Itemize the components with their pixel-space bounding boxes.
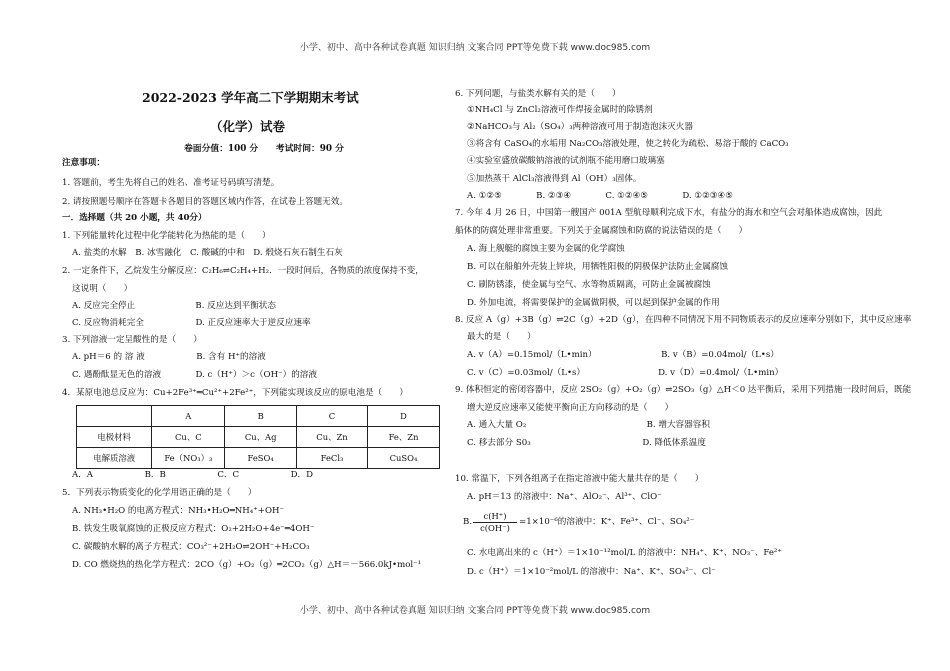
answer-line: B. 铁发生吸氧腐蚀的正极反应方程式：O₂+2H₂O+4e⁻═4OH⁻ [72,524,315,534]
table-row [77,448,440,469]
question-line: 2. 一定条件下，乙烷发生分解反应：C₂H₆⇌C₂H₄+H₂．一段时间后，各物质的浓度保持不变， [62,266,424,276]
table-cell: Fe、Zn [368,427,440,448]
exam-info: 卷面分值：100 分 考试时间：90 分 [184,144,344,154]
battery-table [76,405,440,469]
fraction-denominator: c(OH⁻) [480,523,510,533]
question-line: 6. 下列问题，与盐类水解有关的是（ ） [455,89,621,99]
answer-line: A. NH₃•H₂O 的电离方程式：NH₃•H₂O═NH₄⁺+OH⁻ [72,506,285,516]
footer-banner: 小学、初中、高中各种试卷真题 知识归纳 文案合同 PPT等免费下载 www.doc985.com [299,606,651,616]
table-cell: Cu、Zn [296,427,367,448]
statement-line: ②NaHCO₃与 Al₂（SO₄）₃两种溶液可用于制造泡沫灭火器 [467,122,693,132]
answer-line: C. 移去部分 S0₃ D. 降低体系温度 [467,438,706,448]
table-header-row [77,406,440,427]
question-line: 10. 常温下，下列各组离子在指定溶液中能大量共存的是（ ） [455,474,704,484]
fraction-numerator: c(H⁺) [473,511,517,523]
table-cell: A [152,406,225,427]
question-line: 增大逆反应速率又能使平衡向正方向移动的是（ ） [467,403,674,413]
answer-line: B. 可以在船舶外壳装上锌块，用牺牲阳极的阴极保护法防止金属腐蚀 [467,262,728,272]
answer-line: A. pH＝13 的溶液中：Na⁺、AlO₂⁻、Al³⁺、ClO⁻ [467,492,662,502]
note-item: 1. 答题前，考生先将自己的姓名、准考证号码填写清楚。 [62,178,280,188]
question-line: 5．下列表示物质变化的化学用语正确的是（ ） [62,488,257,498]
answer-prefix: B. [463,517,473,527]
answer-line: C. 反应物消耗完全 D. 正反应速率大于逆反应速率 [72,318,311,328]
statement-line: ③将含有 CaSO₄的水垢用 Na₂CO₃溶液处理，使之转化为疏松、易溶于酸的 CaCO₃ [467,139,789,149]
table-cell: 电极材料 [77,427,152,448]
answer-line: C. v（C）=0.03mol/（L•s） D. v（D）=0.4mol/（L•min） [467,368,784,378]
answer-line: =1×10⁻⁶的溶液中：K⁺、Fe³⁺、Cl⁻、SO₄²⁻ [519,517,695,527]
statement-line: ⑤加热蒸干 AlCl₃溶液得到 Al（OH）₃固体。 [467,174,642,184]
table-row [77,427,440,448]
statement-line: ④实验室盛放碳酸钠溶液的试剂瓶不能用磨口玻璃塞 [467,156,665,166]
section-heading: 一．选择题（共 20 小题，共 40分） [62,213,207,223]
answer-line: C. 碳酸钠水解的离子方程式：CO₃²⁻+2H₂O⇌2OH⁻+H₂CO₃ [72,542,310,552]
answer-line: A. pH＝6 的 溶 液 B. 含有 H⁺的溶液 [72,352,266,362]
question-line: 最大的是（ ） [467,332,536,342]
table-cell: D [368,406,440,427]
statement-line: ①NH₄Cl 与 ZnCl₂溶液可作焊接金属时的除锈剂 [467,105,653,115]
question-line: 船体的防腐处理非常重要。下列关于金属腐蚀和防腐的说法错误的是（ ） [455,226,748,236]
answer-line: A. v（A）=0.15mol/（L•min） B. v（B）=0.04mol/（L•s） [467,350,779,360]
header-banner: 小学、初中、高中各种试卷真题 知识归纳 文案合同 PPT等免费下载 www.doc985.com [299,43,651,53]
table-cell: FeCl₃ [296,448,367,469]
answer-line: A. 海上舰艇的腐蚀主要为金属的化学腐蚀 [467,244,625,254]
table-cell: 电解质溶液 [77,448,152,469]
exam-title: 2022-2023 学年高二下学期期末考试 [142,90,359,105]
notes-heading: 注意事项： [62,158,105,168]
answer-line: A．A B．B C．C D．D [72,470,314,480]
table-cell: CuSO₄ [368,448,440,469]
answer-line: A. ①②⑤ B. ②③④ C. ①②④⑤ D. ①②③④⑤ [467,191,733,201]
answer-line: A. 通入大量 O₂ B. 增大容器容积 [467,420,710,430]
question-line: 1. 下列能量转化过程中化学能转化为热能的是（ ） [62,231,271,241]
question-line: 8. 反应 A（g）+3B（g）⇌2C（g）+2D（g），在四种不同情况下用不同物质表示的反应速率分别如下，其中反应速率 [455,315,912,325]
fraction [473,511,517,534]
answer-line: A. 盐类的水解 B. 冰雪融化 C. 酸碱的中和 D. 煅烧石灰石制生石灰 [72,248,343,258]
question-line: 7. 今年 4 月 26 日，中国第一艘国产 001A 型航母顺利完成下水，有盐分的海水和空气会对船体造成腐蚀，因此 [455,208,883,218]
exam-subtitle: （化学）试卷 [210,119,286,134]
note-item: 2. 请按照题号顺序在答题卡各题目的答题区域内作答，在试卷上答题无效。 [62,197,348,207]
question-line: 3. 下列溶液一定呈酸性的是（ ） [62,335,202,345]
table-cell: Fe（NO₃）₃ [152,448,225,469]
answer-line: A. 反应完全停止 B. 反应达到平衡状态 [72,301,276,311]
answer-line: D. c（H⁺）＝1×10⁻²mol/L 的溶液中：Na⁺、K⁺、SO₄²⁻、Cl⁻ [467,567,716,577]
answer-line: C. 遇酚酞显无色的溶液 D. c（H⁺）＞c（OH⁻）的溶液 [72,370,317,380]
answer-line: D. CO 燃烧热的热化学方程式：2CO（g）+O₂（g）═2CO₂（g）△H＝－566.0kJ•mol⁻¹ [72,560,422,570]
answer-line: C. 水电离出来的 c（H⁺）＝1×10⁻¹²mol/L 的溶液中：NH₄⁺、K⁺、NO₃⁻、Fe²⁺ [467,548,782,558]
table-cell [77,406,152,427]
answer-line: D. 外加电流，将需要保护的金属做阴极，可以起到保护金属的作用 [467,298,720,308]
table-cell: FeSO₄ [225,448,297,469]
table-cell: C [296,406,367,427]
table-cell: Cu、Ag [225,427,297,448]
table-cell: Cu、C [152,427,225,448]
question-line: 4．某原电池总反应为：Cu+2Fe³⁺═Cu²⁺+2Fe²⁺，下列能实现该反应的原电池是（ ） [62,388,408,398]
answer-line: C. 刷防锈漆，使金属与空气、水等物质隔离，可防止金属被腐蚀 [467,280,711,290]
table-cell: B [225,406,297,427]
question-line: 9. 体积恒定的密闭容器中，反应 2SO₂（g）+O₂（g）⇌2SO₃（g）△H＜0 达平衡后，采用下列措施一段时间后，既能 [455,385,912,395]
question-line: 这说明（ ） [72,284,133,294]
